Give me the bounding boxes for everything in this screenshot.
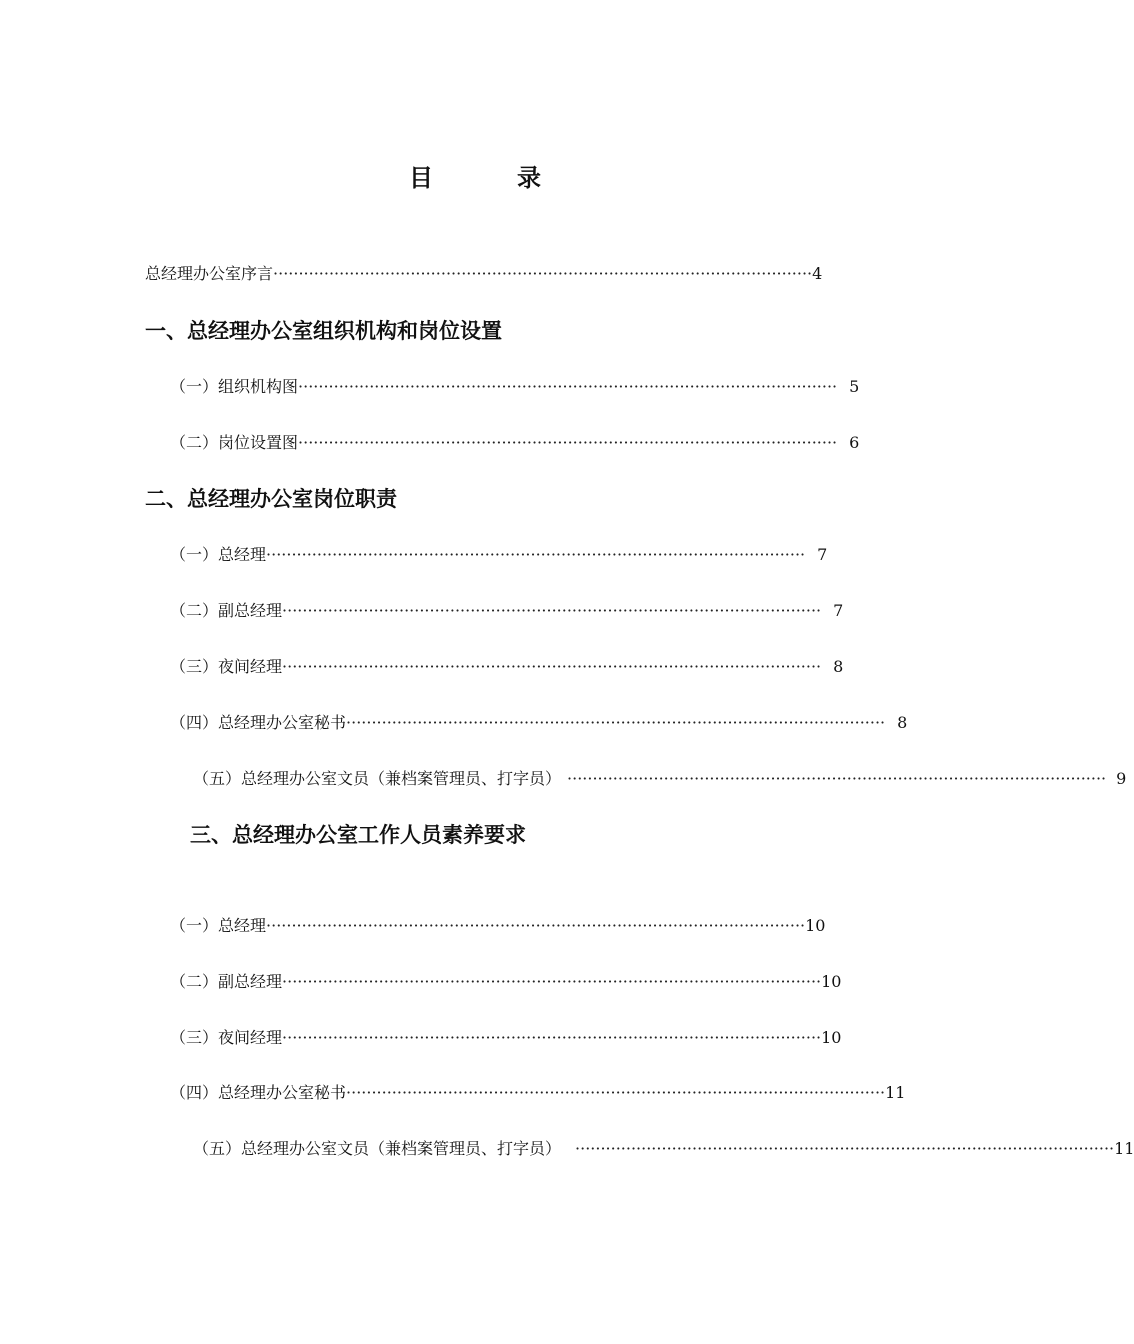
toc-entry bbox=[170, 1081, 906, 1105]
toc-entry-page: 11 bbox=[885, 1083, 906, 1102]
toc-entry-page: 11 bbox=[1114, 1139, 1134, 1158]
toc-entry-label: （五）总经理办公室文员（兼档案管理员、打字员） bbox=[193, 769, 562, 788]
toc-entry-page: 7 bbox=[817, 545, 828, 564]
leader-dots: ·········································································································· bbox=[273, 264, 813, 283]
toc-entry-page: 10 bbox=[821, 972, 842, 991]
section-heading-3: 三、总经理办公室工作人员素养要求 bbox=[190, 823, 526, 847]
toc-entry-label: （三）夜间经理 bbox=[170, 1028, 283, 1047]
leader-dots: ·········································································································· bbox=[266, 545, 806, 564]
toc-entry-label: （一）总经理 bbox=[170, 916, 267, 935]
leader-dots: ·········································································································· bbox=[266, 916, 806, 935]
leader-dots: ·········································································································· bbox=[346, 713, 886, 732]
leader-dots: ·········································································································· bbox=[282, 1028, 822, 1047]
toc-entry-page: 9 bbox=[1116, 769, 1127, 788]
section-heading-1: 一、总经理办公室组织机构和岗位设置 bbox=[145, 319, 502, 343]
leader-dots: ·········································································································· bbox=[298, 433, 838, 452]
toc-entry-preface bbox=[145, 262, 823, 286]
leader-dots: ·········································································································· bbox=[298, 377, 838, 396]
toc-entry-label: （四）总经理办公室秘书 bbox=[170, 1083, 347, 1102]
toc-entry-page: 8 bbox=[897, 713, 908, 732]
toc-entry-label: （五）总经理办公室文员（兼档案管理员、打字员） bbox=[193, 1139, 562, 1158]
leader-dots: ·········································································································· bbox=[346, 1083, 886, 1102]
leader-dots: ·········································································································· bbox=[575, 1139, 1115, 1158]
toc-title: 目 录 bbox=[409, 163, 571, 192]
toc-entry-page: 7 bbox=[833, 601, 844, 620]
toc-entry bbox=[170, 970, 842, 994]
toc-entry bbox=[170, 1026, 842, 1050]
toc-entry-page: 5 bbox=[849, 377, 860, 396]
toc-entry bbox=[170, 543, 828, 567]
toc-entry-label: （二）副总经理 bbox=[170, 972, 283, 991]
toc-entry bbox=[170, 655, 844, 679]
leader-dots: ·········································································································· bbox=[282, 972, 822, 991]
toc-entry-label: （一）总经理 bbox=[170, 545, 267, 564]
toc-entry-label: （二）岗位设置图 bbox=[170, 433, 299, 452]
toc-entry bbox=[170, 375, 860, 399]
toc-entry-label: （二）副总经理 bbox=[170, 601, 283, 620]
toc-entry bbox=[170, 914, 826, 938]
toc-entry-label: 总经理办公室序言 bbox=[145, 264, 274, 283]
toc-entry-page: 10 bbox=[821, 1028, 842, 1047]
leader-dots: ·········································································································· bbox=[567, 769, 1107, 788]
leader-dots: ·········································································································· bbox=[282, 601, 822, 620]
toc-entry-page: 6 bbox=[849, 433, 860, 452]
toc-entry-page: 10 bbox=[805, 916, 826, 935]
toc-entry-label: （三）夜间经理 bbox=[170, 657, 283, 676]
toc-entry bbox=[170, 711, 908, 735]
toc-entry bbox=[170, 599, 844, 623]
leader-dots: ·········································································································· bbox=[282, 657, 822, 676]
toc-entry-label: （四）总经理办公室秘书 bbox=[170, 713, 347, 732]
section-heading-2: 二、总经理办公室岗位职责 bbox=[145, 487, 397, 511]
toc-entry-page: 8 bbox=[833, 657, 844, 676]
toc-entry bbox=[170, 431, 860, 455]
toc-entry bbox=[193, 767, 1127, 791]
toc-entry bbox=[193, 1137, 1134, 1161]
toc-entry-label: （一）组织机构图 bbox=[170, 377, 299, 396]
toc-entry-page: 4 bbox=[812, 264, 823, 283]
